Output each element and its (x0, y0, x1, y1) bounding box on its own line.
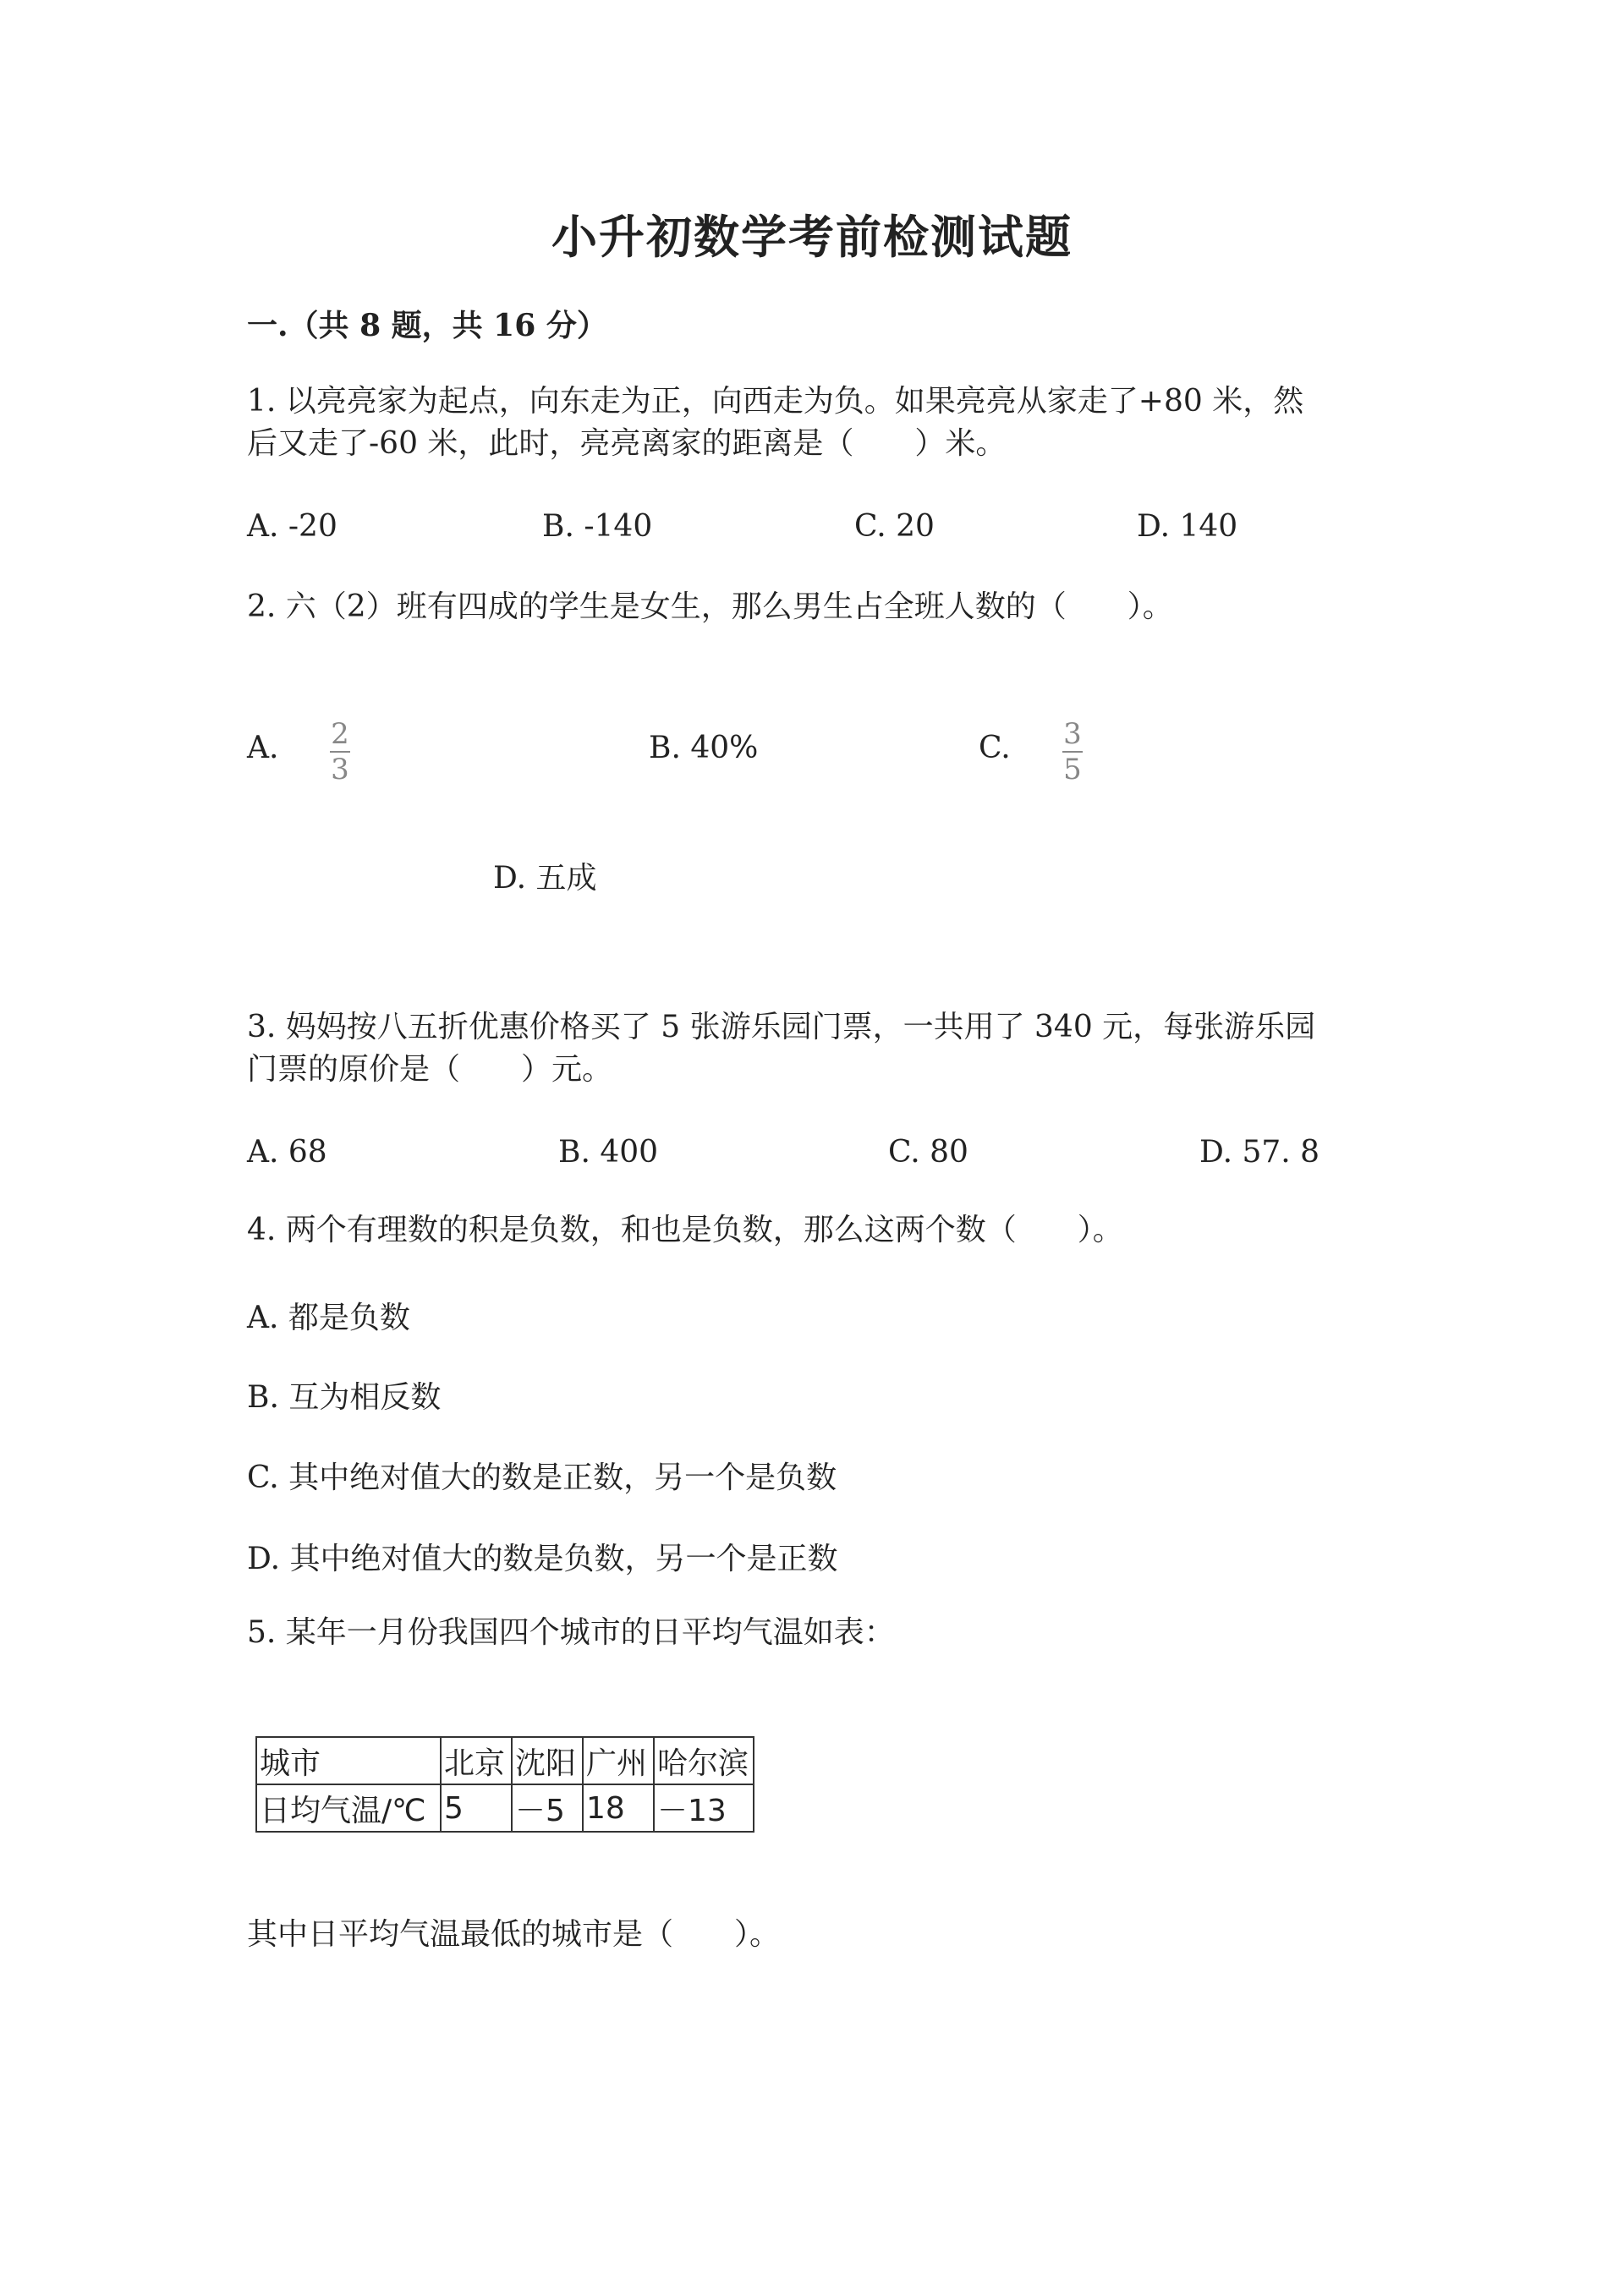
question-2-text: 2. 六（2）班有四成的学生是女生，那么男生占全班人数的（ ）。 (247, 589, 1173, 624)
fraction-two-thirds (330, 719, 350, 785)
question-3-option-a[interactable]: A. 68 (247, 1135, 327, 1170)
question-1-option-d[interactable]: D. 140 (1137, 509, 1238, 544)
fraction-numerator: 2 (331, 717, 349, 751)
table-cell: 5 (441, 1784, 512, 1832)
question-2-option-c[interactable] (979, 731, 1011, 765)
fraction-numerator: 3 (1063, 717, 1082, 751)
table-cell: 北京 (441, 1737, 512, 1784)
question-3-option-c[interactable]: C. 80 (888, 1135, 968, 1170)
table-row (256, 1784, 754, 1832)
temperature-table (255, 1736, 754, 1833)
question-3-option-d[interactable]: D. 57. 8 (1199, 1135, 1320, 1170)
question-4-option-a[interactable]: A. 都是负数 (247, 1301, 410, 1335)
question-1-line-1: 1. 以亮亮家为起点，向东走为正，向西走为负。如果亮亮从家走了+80 米，然 (247, 384, 1304, 419)
question-1-option-b[interactable]: B. -140 (542, 509, 653, 544)
table-cell: 广州 (583, 1737, 654, 1784)
question-3-line-2: 门票的原价是（ ）元。 (247, 1052, 613, 1087)
fraction-denominator: 3 (331, 753, 349, 786)
table-cell: 哈尔滨 (654, 1737, 754, 1784)
page-title: 小升初数学考前检测试题 (551, 210, 1073, 264)
question-2-option-b[interactable]: B. 40% (649, 731, 759, 765)
table-cell: 日均气温/℃ (256, 1784, 441, 1832)
table-cell: 城市 (256, 1737, 441, 1784)
fraction-three-fifths (1062, 719, 1083, 785)
question-4-option-b[interactable]: B. 互为相反数 (247, 1380, 442, 1415)
question-4-option-c[interactable]: C. 其中绝对值大的数是正数，另一个是负数 (247, 1460, 837, 1495)
table-cell: 沈阳 (512, 1737, 583, 1784)
question-4-text: 4. 两个有理数的积是负数，和也是负数，那么这两个数（ ）。 (247, 1213, 1123, 1247)
question-4-option-d[interactable]: D. 其中绝对值大的数是负数，另一个是正数 (247, 1542, 838, 1576)
question-3-line-1: 3. 妈妈按八五折优惠价格买了 5 张游乐园门票，一共用了 340 元，每张游乐园 (247, 1010, 1316, 1044)
question-2-option-d[interactable]: D. 五成 (493, 861, 597, 896)
table-cell: 18 (583, 1784, 654, 1832)
question-2-option-c-label: C. (979, 731, 1011, 765)
question-1-line-2: 后又走了-60 米，此时，亮亮离家的距离是（ ）米。 (247, 426, 1007, 461)
question-5-prompt: 其中日平均气温最低的城市是（ ）。 (247, 1917, 781, 1952)
question-3-option-b[interactable]: B. 400 (558, 1135, 659, 1170)
question-1-option-a[interactable]: A. -20 (247, 509, 337, 544)
question-1-option-c[interactable]: C. 20 (854, 509, 935, 544)
table-cell: －13 (654, 1784, 754, 1832)
section-heading: 一.（共 8 题，共 16 分） (247, 308, 607, 343)
table-header-row (256, 1737, 754, 1784)
table-cell: －5 (512, 1784, 583, 1832)
fraction-denominator: 5 (1063, 753, 1082, 786)
question-2-option-a-label: A. (247, 731, 279, 765)
question-5-text: 5. 某年一月份我国四个城市的日平均气温如表： (247, 1615, 895, 1650)
question-2-option-a[interactable] (247, 731, 278, 765)
